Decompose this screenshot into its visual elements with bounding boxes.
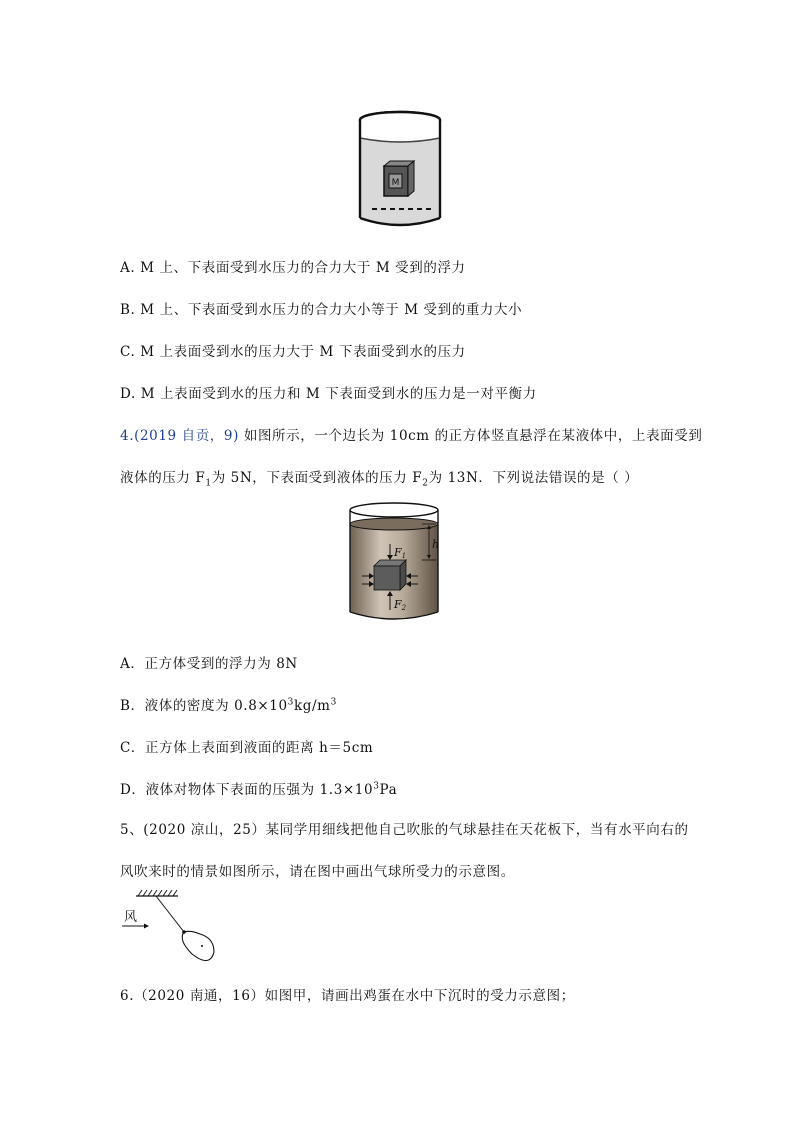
q4-option-b-mid: kg/m	[294, 698, 331, 714]
wind-label: 风	[124, 910, 138, 925]
q5-stem-line-1: 5、(2020 凉山，25）某同学用细线把他自己吹胀的气球悬挂在天花板下，当有水平向右的	[120, 822, 689, 838]
block-label: M	[391, 178, 400, 188]
beaker-figure-1	[356, 108, 444, 230]
q4-text-2c: 为 13N．下列说法错误的是（ ）	[428, 470, 639, 486]
q4-option-d	[120, 778, 397, 798]
q6-stem-line-1: 6.（2020 南通，16）如图甲，请画出鸡蛋在水中下沉时的受力示意图；	[120, 988, 575, 1004]
h-label: h	[432, 538, 440, 551]
q4-number: 4.	[120, 428, 135, 444]
q5-stem-line-2: 风吹来时的情景如图所示，请在图中画出气球所受力的示意图。	[120, 864, 515, 880]
f1-label: F1	[394, 546, 407, 560]
q4-option-b-sup1: 3	[287, 697, 294, 708]
q4-sub-1: 1	[205, 478, 212, 489]
q3-option-b: B. M 上、下表面受到水压力的合力大小等于 M 受到的重力大小	[120, 302, 523, 318]
q4-option-d-post: Pa	[379, 782, 398, 798]
q4-option-b-pre: B．液体的密度为 0.8×10	[120, 698, 288, 714]
q4-sub-2: 2	[422, 478, 429, 489]
f2-label: F2	[394, 598, 407, 612]
q4-stem-line-2	[120, 466, 638, 489]
q4-option-d-pre: D．液体对物体下表面的压强为 1.3×10	[120, 782, 374, 798]
q4-option-d-sup: 3	[373, 781, 380, 792]
q4-text-2a: 液体的压力 F	[120, 470, 206, 486]
cylinder-figure-2	[344, 500, 456, 628]
q3-option-c: C. M 上表面受到水的压力大于 M 下表面受到水的压力	[120, 344, 466, 360]
q4-option-a: A．正方体受到的浮力为 8N	[120, 656, 298, 672]
q3-option-d: D. M 上表面受到水的压力和 M 下表面受到水的压力是一对平衡力	[120, 386, 537, 402]
q4-option-b	[120, 694, 337, 714]
q4-source: (2019 自贡，9)	[134, 428, 239, 444]
q4-option-c: C．正方体上表面到液面的距离 h＝5cm	[120, 740, 374, 756]
q4-text-2b: 为 5N，下表面受到液体的压力 F	[211, 470, 423, 486]
q3-option-a: A. M 上、下表面受到水压力的合力大于 M 受到的浮力	[120, 260, 466, 276]
q4-text-1: 如图所示，一个边长为 10cm 的正方体竖直悬浮在某液体中，上表面受到	[238, 428, 703, 444]
balloon-figure-3	[118, 888, 228, 970]
q4-option-b-sup2: 3	[330, 697, 337, 708]
q4-stem-line-1	[120, 424, 702, 444]
